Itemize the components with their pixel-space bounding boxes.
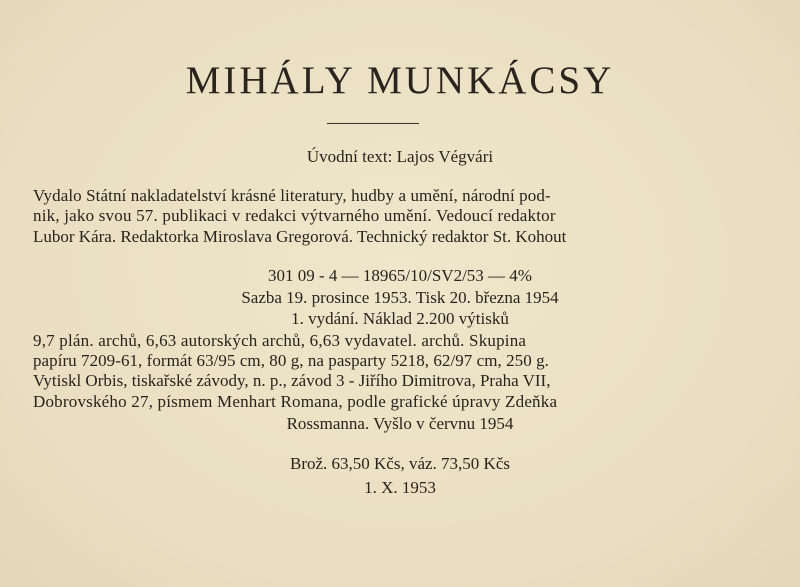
publisher-line: Vydalo Státní nakladatelství krásné literatury, hudby a umění, národní pod- (33, 186, 551, 205)
technical-line: Dobrovského 27, písmem Menhart Romana, podle grafické úpravy Zdeňka (33, 392, 558, 411)
technical-line: papíru 7209-61, formát 63/95 cm, 80 g, na pasparty 5218, 62/97 cm, 250 g. (33, 351, 549, 370)
technical-line: Rossmanna. Vyšlo v červnu 1954 (286, 414, 514, 433)
technical-line: 9,7 plán. archů, 6,63 autorských archů, 6,63 vydavatel. archů. Skupina (33, 331, 527, 350)
price-line: Brož. 63,50 Kčs, váz. 73,50 Kčs (289, 454, 510, 473)
technical-line: Vytiskl Orbis, tiskařské závody, n. p., závod 3 - Jiřího Dimitrova, Praha VII, (33, 371, 551, 390)
edition-line: 1. vydání. Náklad 2.200 výtisků (291, 309, 509, 328)
date-code-line: 1. X. 1953 (364, 478, 436, 497)
intro-credit: Úvodní text: Lajos Végvári (306, 147, 494, 166)
print-code-line: 301 09 - 4 — 18965/10/SV2/53 — 4% (268, 266, 532, 285)
publisher-line: Lubor Kára. Redaktorka Miroslava Gregorová. Technický redaktor St. Kohout (33, 227, 567, 246)
print-date-line: Sazba 19. prosince 1953. Tisk 20. března 1954 (241, 288, 559, 307)
title-divider (327, 123, 419, 124)
book-title: MIHÁLY MUNKÁCSY (185, 59, 615, 102)
publisher-line: nik, jako svou 57. publikaci v redakci výtvarného umění. Vedoucí redaktor (33, 206, 556, 225)
